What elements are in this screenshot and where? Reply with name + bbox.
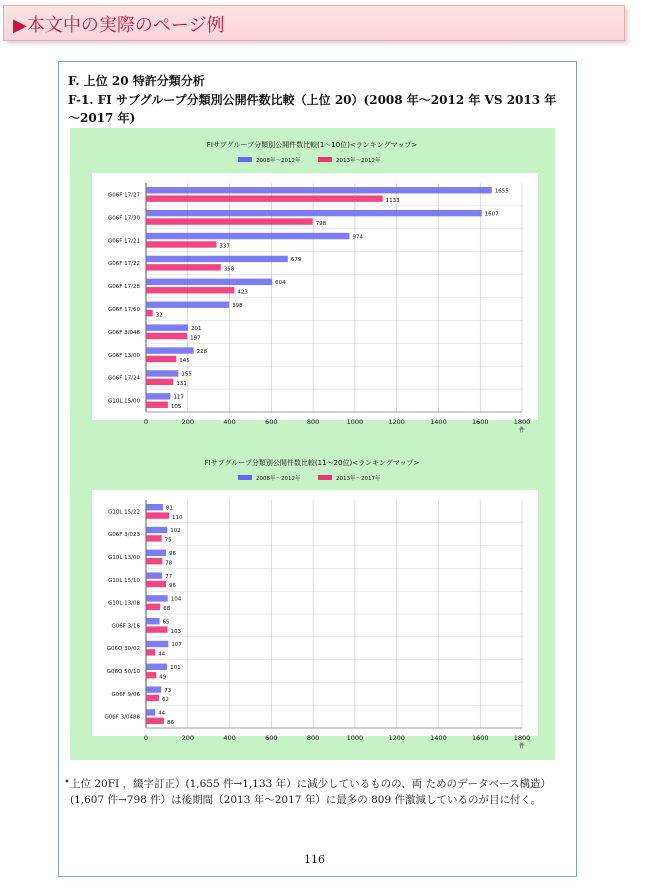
legend-swatch-series-1 — [238, 157, 252, 162]
x-tick-label: 1400 — [430, 734, 447, 742]
bar-series-1 — [146, 686, 161, 692]
bar-value-label-series-1: 604 — [275, 280, 286, 287]
category-label: G06F 17/22 — [107, 261, 140, 268]
bar-series-1 — [146, 709, 155, 715]
x-tick-label: 400 — [223, 734, 236, 742]
bar-series-2 — [146, 626, 168, 632]
category-label: G10L 13/00 — [108, 555, 140, 561]
x-tick-label: 1800 — [513, 418, 531, 426]
bar-series-2 — [146, 333, 187, 339]
bar-value-label-series-2: 1133 — [385, 197, 400, 204]
bar-value-label-series-2: 105 — [170, 403, 182, 410]
bar-value-label-series-2: 44 — [158, 651, 166, 658]
x-tick-label: 1800 — [513, 734, 531, 742]
bar-value-label-series-1: 104 — [170, 596, 182, 603]
bar-value-label-series-1: 155 — [181, 371, 192, 378]
bar-series-1 — [146, 279, 272, 285]
x-tick-label: 1000 — [346, 418, 364, 426]
x-tick-label: 200 — [181, 418, 194, 426]
bar-value-label-series-1: 65 — [162, 619, 170, 626]
x-tick-label: 1600 — [471, 418, 489, 426]
bar-value-label-series-2: 103 — [170, 628, 182, 635]
bar-value-label-series-1: 1607 — [484, 211, 499, 218]
bar-value-label-series-1: 73 — [164, 687, 172, 694]
bar-series-2 — [146, 718, 164, 724]
bar-value-label-series-2: 110 — [171, 514, 183, 521]
category-label: G06F 17/28 — [107, 284, 140, 291]
page-number: 116 — [304, 853, 325, 866]
bar-series-1 — [146, 641, 168, 647]
bar-value-label-series-2: 358 — [223, 266, 235, 273]
bar-series-2 — [146, 356, 176, 362]
x-tick-label: 1400 — [430, 418, 447, 426]
bar-value-label-series-1: 44 — [158, 710, 166, 717]
bullet-icon: • — [64, 777, 70, 788]
bar-value-label-series-2: 197 — [190, 335, 201, 342]
category-label: G06F 3/048 — [107, 329, 140, 336]
charts-svg — [70, 128, 555, 760]
bar-series-1 — [146, 370, 178, 376]
x-tick-label: 600 — [265, 418, 278, 426]
bar-series-2 — [146, 402, 168, 408]
bar-value-label-series-2: 78 — [165, 560, 173, 567]
category-label: G10L 15/10 — [108, 577, 140, 584]
bar-series-1 — [146, 504, 163, 510]
bar-series-1 — [146, 572, 162, 578]
bar-value-label-series-2: 75 — [164, 537, 172, 544]
body-paragraph: 上位 20FI ，綴字訂正）(1,655 件→1,133 年）に減少しているものの、両 ためのデータベース構造）(1,607 件→798 件）は後期間（2013 年～2017 年）に最多の 809 件激減しているのが目に付く。 — [70, 778, 552, 806]
bar-series-1 — [146, 187, 492, 193]
chart-title: FIサブグループ分類別公開件数比較(11～20位)<ランキングマップ> — [204, 459, 420, 467]
legend-swatch-series-2 — [318, 475, 332, 480]
legend-swatch-series-1 — [238, 475, 252, 480]
x-tick-label: 0 — [143, 418, 149, 426]
bar-series-2 — [146, 581, 166, 587]
x-tick-label: 1200 — [388, 734, 405, 742]
legend-label-series-2: 2013年～2017年 — [336, 476, 381, 482]
x-tick-label: 1600 — [471, 734, 489, 742]
bar-value-label-series-2: 423 — [237, 289, 248, 296]
x-tick-label: 0 — [143, 734, 149, 742]
bar-series-2 — [146, 310, 153, 316]
category-label: G06F 17/30 — [107, 215, 140, 222]
legend-label-series-2: 2013年～2012年 — [336, 158, 381, 164]
bar-value-label-series-2: 49 — [159, 674, 167, 681]
bar-series-1 — [146, 324, 188, 330]
x-tick-label: 800 — [306, 418, 320, 426]
bar-value-label-series-2: 62 — [161, 697, 169, 704]
bar-value-label-series-1: 1655 — [494, 188, 509, 195]
bar-series-2 — [146, 195, 383, 201]
x-unit-label: 件 — [518, 427, 526, 434]
category-label: G06F 3/023 — [107, 532, 140, 539]
x-tick-label: 400 — [223, 418, 236, 426]
bar-value-label-series-1: 398 — [232, 302, 243, 309]
bar-value-label-series-1: 228 — [196, 348, 208, 355]
bar-series-1 — [146, 618, 160, 624]
bar-series-2 — [146, 535, 162, 541]
bar-value-label-series-1: 81 — [165, 505, 173, 512]
category-label: G10L 13/08 — [108, 600, 140, 607]
bar-value-label-series-1: 101 — [170, 665, 181, 671]
bar-series-1 — [146, 550, 166, 556]
bar-series-2 — [146, 379, 173, 385]
bar-series-2 — [146, 558, 162, 564]
x-tick-label: 800 — [306, 734, 320, 742]
bar-series-1 — [146, 302, 229, 308]
category-label: G06F 3/16 — [111, 623, 140, 630]
bar-value-label-series-2: 96 — [169, 583, 177, 590]
x-tick-label: 200 — [181, 734, 194, 742]
legend-label-series-1: 2008年～2012年 — [256, 158, 301, 164]
bar-series-1 — [146, 233, 349, 239]
bar-value-label-series-2: 798 — [315, 220, 327, 227]
bar-series-1 — [146, 595, 168, 601]
section-heading: F. 上位 20 特許分類分析 — [68, 74, 205, 88]
chart-title: FIサブグループ分類別公開件数比較(1～10位)<ランキングマップ> — [206, 141, 418, 149]
bar-series-2 — [146, 264, 221, 270]
bar-series-1 — [146, 210, 482, 216]
bar-value-label-series-1: 107 — [171, 642, 182, 649]
bar-value-label-series-1: 679 — [290, 257, 302, 264]
bar-series-1 — [146, 256, 288, 262]
x-tick-label: 1000 — [346, 734, 364, 742]
banner-title: ▶本文中の実際のページ例 — [13, 15, 225, 36]
bar-series-1 — [146, 347, 194, 353]
bar-value-label-series-1: 201 — [190, 325, 202, 332]
x-tick-label: 1200 — [388, 418, 405, 426]
x-tick-label: 600 — [265, 734, 278, 742]
bar-series-1 — [146, 527, 167, 533]
bar-value-label-series-1: 77 — [165, 573, 173, 580]
category-label: G10L 15/22 — [108, 509, 140, 516]
legend-label-series-1: 2008年～2012年 — [256, 476, 301, 482]
category-label: G10L 15/00 — [108, 398, 140, 405]
bar-series-2 — [146, 218, 313, 224]
bar-series-1 — [146, 393, 170, 399]
bar-series-2 — [146, 649, 155, 655]
category-label: G06F 17/24 — [107, 375, 140, 382]
x-unit-label: 件 — [518, 743, 526, 750]
category-label: G06F 17/27 — [107, 192, 140, 199]
category-label: G06F 9/06 — [111, 691, 140, 698]
bar-series-2 — [146, 604, 160, 610]
chart-panel — [70, 128, 555, 760]
bar-value-label-series-1: 96 — [169, 551, 177, 557]
category-label: G06F 17/60 — [107, 306, 140, 313]
bar-value-label-series-1: 974 — [352, 234, 363, 241]
bar-series-2 — [146, 287, 234, 293]
bar-series-2 — [146, 241, 216, 247]
bar-value-label-series-1: 102 — [170, 528, 181, 535]
subsection-heading: F-1. FI サブグループ分類別公開件数比較（上位 20）(2008 年～2012 年 VS 2013 年～2017 年) — [68, 93, 557, 125]
category-label: G06F 13/00 — [107, 352, 140, 359]
category-label: G06Q 50/10 — [106, 669, 140, 675]
legend-swatch-series-2 — [318, 157, 332, 162]
bar-value-label-series-2: 131 — [176, 381, 187, 388]
bar-value-label-series-2: 86 — [166, 719, 174, 726]
category-label: G06Q 30/02 — [106, 646, 140, 653]
bar-value-label-series-2: 32 — [155, 312, 163, 319]
bar-value-label-series-2: 337 — [219, 243, 230, 250]
bar-value-label-series-2: 145 — [179, 358, 190, 365]
bar-series-1 — [146, 664, 167, 670]
category-label: G06F 3/0488 — [104, 714, 140, 721]
page-example-banner — [3, 5, 625, 41]
category-label: G06F 17/21 — [107, 238, 140, 245]
bar-value-label-series-2: 68 — [163, 605, 171, 612]
bar-value-label-series-1: 117 — [173, 394, 184, 401]
bar-series-2 — [146, 512, 169, 518]
bar-series-2 — [146, 672, 156, 678]
bar-series-2 — [146, 695, 159, 701]
